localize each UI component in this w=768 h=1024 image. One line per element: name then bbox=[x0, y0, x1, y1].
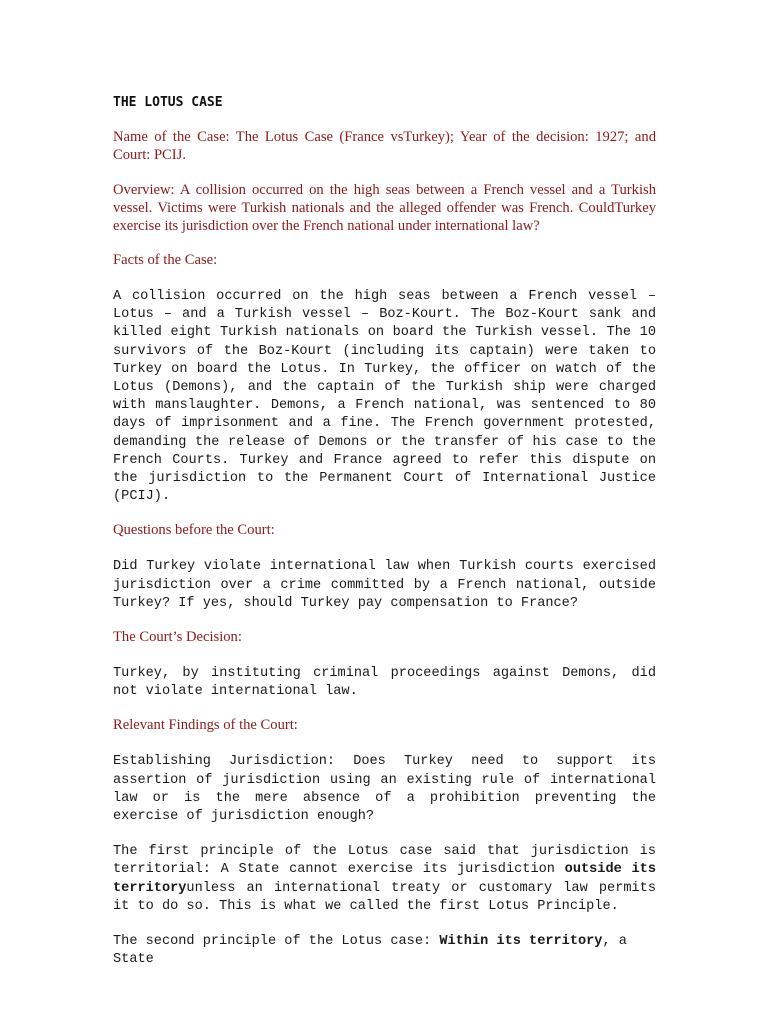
overview-paragraph: Overview: A collision occurred on the high seas between a French vessel and a Turkish vessel. Victims were Turkish nationals and the alleged offender was French. CouldTurkey exercise its jurisdiction over the French national under international law? bbox=[113, 182, 656, 234]
questions-heading: Questions before the Court: bbox=[113, 522, 275, 539]
decision-heading: The Court’s Decision: bbox=[113, 629, 242, 646]
first-principle-text: The first principle of the Lotus case said that jurisdiction is territorial: A State cannot exercise its jurisdiction bbox=[113, 844, 656, 878]
case-info-paragraph: Name of the Case: The Lotus Case (France vsTurkey); Year of the decision: 1927; and Court: PCIJ. bbox=[113, 129, 656, 163]
decision-body: Turkey, by instituting criminal proceedings against Demons, did not violate international law. bbox=[113, 666, 656, 700]
document-title: THE LOTUS CASE bbox=[113, 95, 223, 110]
first-principle-emphasis: outside its territory bbox=[113, 862, 656, 896]
findings-body: Establishing Jurisdiction: Does Turkey need to support its assertion of jurisdiction using an existing rule of international law or is the mere absence of a prohibition preventing the exercise of jurisdiction enough? bbox=[113, 754, 656, 825]
second-principle-emphasis: Within its territory bbox=[439, 934, 603, 950]
findings-heading: Relevant Findings of the Court: bbox=[113, 717, 298, 734]
second-principle-text: The second principle of the Lotus case: bbox=[113, 934, 440, 950]
facts-heading: Facts of the Case: bbox=[113, 252, 218, 268]
second-principle-text-end: , a State bbox=[113, 934, 627, 968]
first-principle-paragraph bbox=[113, 843, 656, 916]
document-page bbox=[113, 93, 656, 969]
facts-body: A collision occurred on the high seas between a French vessel – Lotus – and a Turkish vessel – Boz-Kourt. The Boz-Kourt sank and killed eight Turkish nationals on board the Turkish vessel. The 10 survivors of the Boz-Kourt (including its captain) were taken to Turkey on board the Lotus. In Turkey, the officer on watch of the Lotus (Demons), and the captain of the Turkish ship were charged with manslaughter. Demons, a French national, was sentenced to 80 days of imprisonment and a fine. The French government protested, demanding the release of Demons or the transfer of his case to the French Courts. Turkey and France agreed to refer this dispute on the jurisdiction to the Permanent Court of International Justice (PCIJ). bbox=[113, 289, 656, 505]
first-principle-text-end: unless an international treaty or customary law permits it to do so. This is what we called the first Lotus Principle. bbox=[113, 880, 656, 914]
second-principle-paragraph bbox=[113, 933, 656, 969]
questions-body: Did Turkey violate international law when Turkish courts exercised jurisdiction over a crime committed by a French national, outside Turkey? If yes, should Turkey pay compensation to France? bbox=[113, 559, 656, 611]
